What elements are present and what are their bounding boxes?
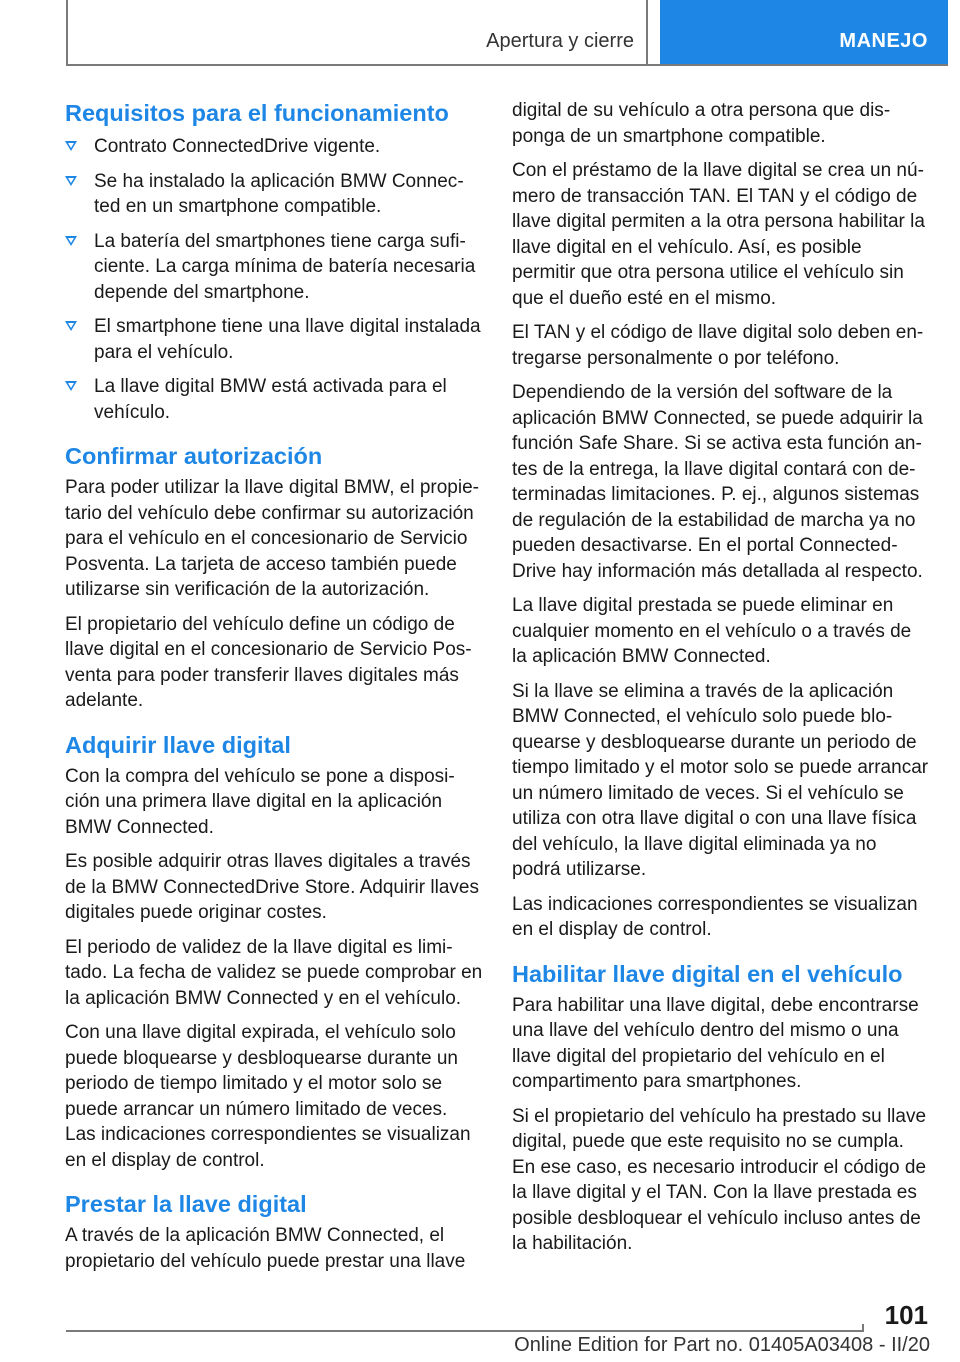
paragraph: Las indicaciones correspondientes se visualizan en el display de control.	[512, 893, 918, 940]
paragraph: Si el propietario del vehículo ha prestado su llave digital, puede que este requisito no se cumpla. En ese caso, es necesario introducir el código de la llave digital y el TAN. Con la llave prestada es posible desbloquear el vehículo incluso antes de la habilitación.	[512, 1105, 927, 1254]
list-item-text: La llave digital BMW está activada para el vehículo.	[94, 376, 447, 423]
paragraph: Con la compra del vehículo se pone a disposición una primera llave digital en la aplicación BMW Connected.	[65, 765, 455, 838]
footer-rule-tick	[862, 1324, 864, 1332]
right-column	[512, 98, 930, 1266]
paragraph: digital de su vehículo a otra persona que disponga de un smartphone compatible.	[512, 100, 891, 147]
requisitos-list	[65, 134, 483, 425]
paragraph: Con el préstamo de la llave digital se crea un número de transacción TAN. El TAN y el código de llave digital permiten a la otra persona habilitar la llave digital en el vehículo. Así, es posible permitir que otra persona utilice el vehículo sin que el dueño esté en el mismo.	[512, 160, 925, 309]
paragraph: Es posible adquirir otras llaves digitales a través de la BMW ConnectedDrive Store. Adquirir llaves digitales puede originar costes.	[65, 851, 479, 923]
triangle-bullet-icon	[65, 176, 77, 186]
heading-prestar: Prestar la llave digital	[65, 1191, 307, 1217]
paragraph: Dependiendo de la versión del software de la aplicación BMW Connected, se puede adquirir la función Safe Share. Si se activa esta función antes de la entrega, la llave digital contará con determinadas limitaciones. P. ej., algunos sistemas de regulación de la estabilidad de marcha ya no pueden desactivarse. En el portal ConnectedDrive hay información más detallada al respecto.	[512, 382, 923, 582]
heading-requisitos: Requisitos para el funcionamiento	[65, 100, 449, 126]
list-item	[65, 374, 483, 425]
heading-habilitar: Habilitar llave digital en el vehículo	[512, 960, 903, 987]
edition-line: Online Edition for Part no. 01405A03408 - II/20	[514, 1334, 930, 1356]
triangle-bullet-icon	[65, 141, 77, 151]
list-item	[65, 229, 483, 306]
paragraph: El propietario del vehículo define un código de llave digital en el concesionario de Servicio Posventa para poder transferir llaves digitales más adelante.	[65, 613, 472, 711]
paragraph: Para poder utilizar la llave digital BMW, el propietario del vehículo debe confirmar su autorización para el vehículo en el concesionario de Servicio Posventa. La tarjeta de acceso también puede utilizarse sin verificación de la autorización.	[65, 477, 479, 600]
triangle-bullet-icon	[65, 381, 77, 391]
left-column	[65, 98, 483, 1283]
chapter-tab-label: MANEJO	[839, 30, 928, 52]
heading-confirmar: Confirmar autorización	[65, 443, 323, 469]
triangle-bullet-icon	[65, 321, 77, 331]
paragraph: El periodo de validez de la llave digital es limitado. La fecha de validez se puede comprobar en la aplicación BMW Connected y en el vehículo.	[65, 936, 483, 1009]
header-section-box	[66, 0, 648, 64]
list-item-text: La batería del smartphones tiene carga suficiente. La carga mínima de batería necesaria depende del smartphone.	[94, 230, 476, 303]
page-number: 101	[884, 1300, 928, 1330]
heading-adquirir: Adquirir llave digital	[65, 731, 291, 758]
paragraph: Con una llave digital expirada, el vehículo solo puede bloquearse y desbloquearse durante un periodo de tiempo limitado y el motor solo se puede arrancar un número limitado de veces. Las indicaciones correspondientes se visualizan en el display de control.	[65, 1022, 471, 1171]
list-item	[65, 134, 483, 160]
list-item	[65, 314, 483, 365]
list-item	[65, 169, 483, 220]
paragraph: Para habilitar una llave digital, debe encontrarse una llave del vehículo dentro del mismo o una llave digital del propietario del vehículo en el compartimento para smartphones.	[512, 994, 919, 1092]
paragraph: Si la llave se elimina a través de la aplicación BMW Connected, el vehículo solo puede bloquearse y desbloquearse durante un periodo de tiempo limitado y el motor solo se puede arrancar un número limitado de veces. Si el vehículo se utiliza con otra llave digital o con una llave física del vehículo, la llave digital eliminada ya no podrá utilizarse.	[512, 680, 929, 880]
paragraph: A través de la aplicación BMW Connected, el propietario del vehículo puede prestar una llave	[65, 1225, 466, 1272]
header-rule	[66, 64, 948, 66]
triangle-bullet-icon	[65, 236, 77, 246]
section-title: Apertura y cierre	[486, 30, 634, 52]
list-item-text: El smartphone tiene una llave digital instalada para el vehículo.	[94, 316, 481, 363]
paragraph: El TAN y el código de llave digital solo deben entregarse personalmente o por teléfono.	[512, 322, 924, 369]
chapter-tab	[660, 0, 948, 64]
paragraph: La llave digital prestada se puede eliminar en cualquier momento en el vehículo o a través de la aplicación BMW Connected.	[512, 595, 912, 667]
list-item-text: Contrato ConnectedDrive vigente.	[94, 136, 381, 157]
list-item-text: Se ha instalado la aplicación BMW Connected en un smartphone compatible.	[94, 170, 464, 217]
footer-rule	[66, 1330, 862, 1332]
